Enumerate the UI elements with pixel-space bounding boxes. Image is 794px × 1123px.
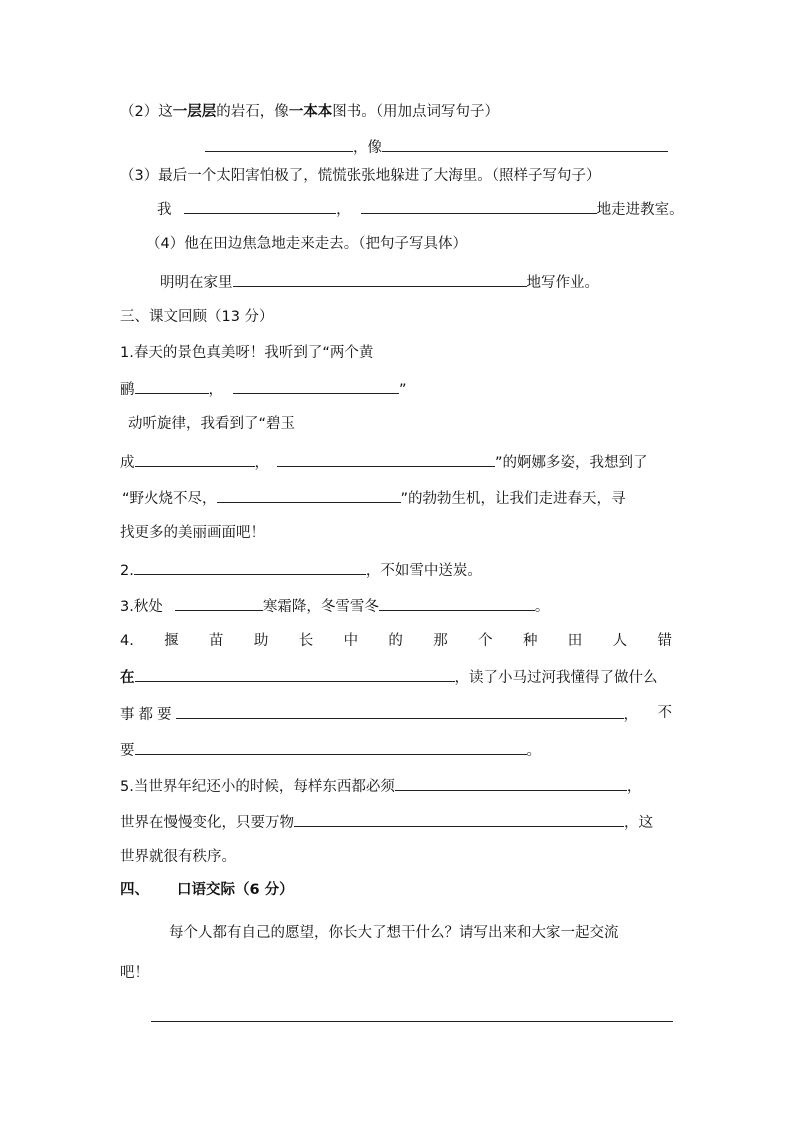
s3-item4-char: 揠 bbox=[164, 633, 179, 649]
s3-item4-char: 个 bbox=[478, 633, 493, 649]
s3-item4-blank-1[interactable] bbox=[135, 666, 455, 682]
s3-item2-blank[interactable] bbox=[134, 559, 366, 575]
s3-item1-line3: 动听旋律，我看到了“碧玉 bbox=[128, 416, 296, 432]
s3-item4-char: 田 bbox=[567, 633, 583, 649]
q2-blank-2[interactable] bbox=[382, 136, 668, 152]
s3-item4-blank-2[interactable] bbox=[176, 703, 624, 719]
s3-item3-text: 寒霜降，冬雪雪冬 bbox=[262, 599, 379, 615]
s3-item4-char: 4. bbox=[120, 633, 134, 649]
section4-title: 口语交际（6 分） bbox=[177, 882, 294, 898]
section3-title: 三、课文回顾（13 分） bbox=[120, 309, 274, 325]
s3-item4-char: 那 bbox=[433, 633, 448, 649]
s3-item3 bbox=[120, 595, 549, 615]
s3-item1-blank-2[interactable] bbox=[233, 378, 399, 394]
section4-text-line2: 吧！ bbox=[120, 965, 149, 981]
s3-item4-line1 bbox=[120, 631, 672, 651]
q2-prompt-part: 图书。（用加点词写句子） bbox=[332, 104, 499, 120]
s3-text: ，读了小马过河我懂得了做什么 bbox=[454, 670, 658, 686]
section4-num: 四、 bbox=[120, 882, 149, 898]
s3-item4-char: 种 bbox=[522, 633, 538, 649]
s3-item3-text: 。 bbox=[534, 599, 550, 615]
s3-text: 世界在慢慢变化，只要万物 bbox=[120, 815, 294, 831]
q3-answer-start: 我 bbox=[157, 202, 172, 218]
q4-answer-start: 明明在家里 bbox=[160, 275, 233, 291]
s3-item4-char: 人 bbox=[612, 633, 628, 649]
s3-item4-line2 bbox=[120, 666, 658, 686]
q4-answer-line bbox=[160, 271, 599, 291]
s3-item1-line6: 找更多的美丽画面吧！ bbox=[120, 525, 265, 541]
q3-answer-line bbox=[157, 198, 684, 218]
s3-item1-blank-1[interactable] bbox=[135, 378, 209, 394]
s3-text: ， bbox=[626, 779, 642, 795]
q4-answer-end: 地写作业。 bbox=[526, 275, 599, 291]
s3-item5-line3: 世界就很有秩序。 bbox=[120, 849, 236, 865]
s3-text: 成 bbox=[120, 455, 135, 471]
s3-text: 不 bbox=[657, 705, 672, 721]
s3-item4-line3-left bbox=[120, 703, 638, 723]
s3-item5-line1 bbox=[120, 775, 641, 795]
s3-text: 5.当世界年纪还小的时候，每样东西都必须 bbox=[120, 779, 395, 795]
s3-item3-blank-1[interactable] bbox=[175, 595, 263, 611]
s3-item5-blank-1[interactable] bbox=[395, 775, 627, 791]
q2-blank-1[interactable] bbox=[205, 136, 353, 152]
q3-blank-2[interactable] bbox=[361, 198, 597, 214]
s3-text: ”的婀娜多姿，我想到了 bbox=[495, 455, 648, 471]
s3-text: ， bbox=[254, 455, 269, 471]
s3-item2-num: 2. bbox=[120, 563, 134, 579]
s3-item4-line3 bbox=[120, 703, 672, 723]
s3-text: “野火烧不尽， bbox=[122, 491, 217, 507]
s3-item5-blank-2[interactable] bbox=[294, 811, 624, 827]
section4-heading bbox=[120, 880, 294, 900]
s3-item4-char: 助 bbox=[253, 633, 269, 649]
s3-item1-blank-4[interactable] bbox=[277, 451, 495, 467]
q2-answer-text: ，像 bbox=[353, 140, 382, 156]
s3-item1-line2 bbox=[120, 378, 407, 398]
s3-text: ， bbox=[208, 382, 223, 398]
s3-item1-line1: 1.春天的景色真美呀！我听到了“两个黄 bbox=[120, 345, 374, 361]
q2-dotted-word-1: 一层层 bbox=[172, 104, 217, 120]
s3-item4-char: 错 bbox=[657, 633, 672, 649]
s3-text: ” bbox=[399, 382, 407, 398]
q2-dotted-word-2: 一本本 bbox=[288, 104, 333, 120]
s3-text: ”的勃勃生机，让我们走进春天，寻 bbox=[400, 491, 626, 507]
q2-prompt-part: 的岩石，像 bbox=[216, 104, 289, 120]
q3-comma: ， bbox=[336, 202, 351, 218]
s3-item1-blank-3[interactable] bbox=[135, 451, 255, 467]
s3-item3-blank-2[interactable] bbox=[379, 595, 535, 611]
s3-item4-char: 的 bbox=[388, 633, 403, 649]
q2-prompt bbox=[120, 102, 499, 122]
s3-item5-line2 bbox=[120, 811, 653, 831]
s3-item1-line4 bbox=[120, 451, 648, 471]
s3-item4-char: 长 bbox=[298, 633, 314, 649]
q4-blank[interactable] bbox=[233, 271, 527, 287]
s3-item1-line5 bbox=[122, 487, 626, 507]
q3-blank-1[interactable] bbox=[184, 198, 336, 214]
q3-answer-end: 地走进教室。 bbox=[596, 202, 684, 218]
s3-text: 在 bbox=[120, 670, 135, 686]
q3-prompt: （3）最后一个太阳害怕极了，慌慌张张地躲进了大海里。（照样子写句子） bbox=[120, 168, 601, 184]
s3-item1-blank-5[interactable] bbox=[217, 487, 401, 503]
s3-item4-char: 中 bbox=[343, 633, 359, 649]
s3-item4-line4 bbox=[120, 739, 541, 759]
s3-text: 要 bbox=[120, 743, 135, 759]
s3-item4-blank-3[interactable] bbox=[135, 739, 527, 755]
s3-text: 事都要 bbox=[120, 707, 176, 723]
s3-text: ， bbox=[623, 707, 638, 723]
s3-text: 。 bbox=[526, 743, 541, 759]
section4-text-line1: 每个人都有自己的愿望，你长大了想干什么？请写出来和大家一起交流 bbox=[169, 925, 619, 941]
s3-item2-end: ，不如雪中送炭。 bbox=[365, 563, 482, 579]
q4-prompt: （4）他在田边焦急地走来走去。（把句子写具体） bbox=[146, 236, 467, 252]
section4-answer-line[interactable] bbox=[151, 1021, 673, 1022]
q2-answer-line bbox=[205, 136, 668, 156]
s3-text: ，这 bbox=[624, 815, 653, 831]
s3-text: 鹂 bbox=[120, 382, 135, 398]
s3-item2 bbox=[120, 559, 482, 579]
s3-item4-char: 苗 bbox=[209, 633, 224, 649]
q2-prompt-part: （2）这 bbox=[120, 104, 173, 120]
s3-item3-text: 3.秋处 bbox=[120, 599, 163, 615]
